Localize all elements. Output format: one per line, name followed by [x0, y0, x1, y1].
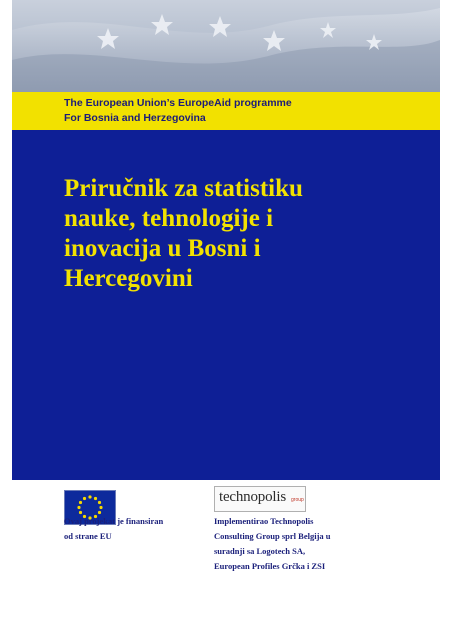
title-line: Hercegovini: [64, 265, 193, 292]
title-panel: [12, 130, 440, 480]
implementer-line: Consulting Group sprl Belgija u: [214, 531, 331, 541]
title-line: nauke, tehnologije i: [64, 205, 274, 232]
eu-flag-banner-image: [12, 0, 440, 92]
technopolis-logo: [214, 486, 306, 512]
title-line: inovacija u Bosni i: [64, 235, 261, 262]
funding-line: od strane EU: [64, 531, 112, 541]
implementer-line: European Profiles Grčka i ZSI: [214, 561, 326, 571]
waving-flag-illustration: [12, 0, 440, 92]
logo-suffix: group: [291, 497, 304, 503]
implementer-line: suradnji sa Logotech SA,: [214, 546, 306, 556]
programme-band: [12, 92, 440, 130]
country-line: For Bosnia and Herzegovina: [64, 112, 206, 124]
funding-line: Ovaj projekat je finansiran: [64, 516, 164, 526]
document-title: [64, 174, 394, 294]
funding-statement: [64, 514, 204, 544]
implementer-statement: [214, 514, 414, 574]
programme-line: The European Union’s EuropeAid programme: [64, 97, 292, 109]
logo-wordmark: technopolis: [219, 489, 286, 505]
cover-page: [12, 0, 440, 628]
implementer-line: Implementirao Technopolis: [214, 516, 314, 526]
title-line: Priručnik za statistiku: [64, 175, 303, 202]
